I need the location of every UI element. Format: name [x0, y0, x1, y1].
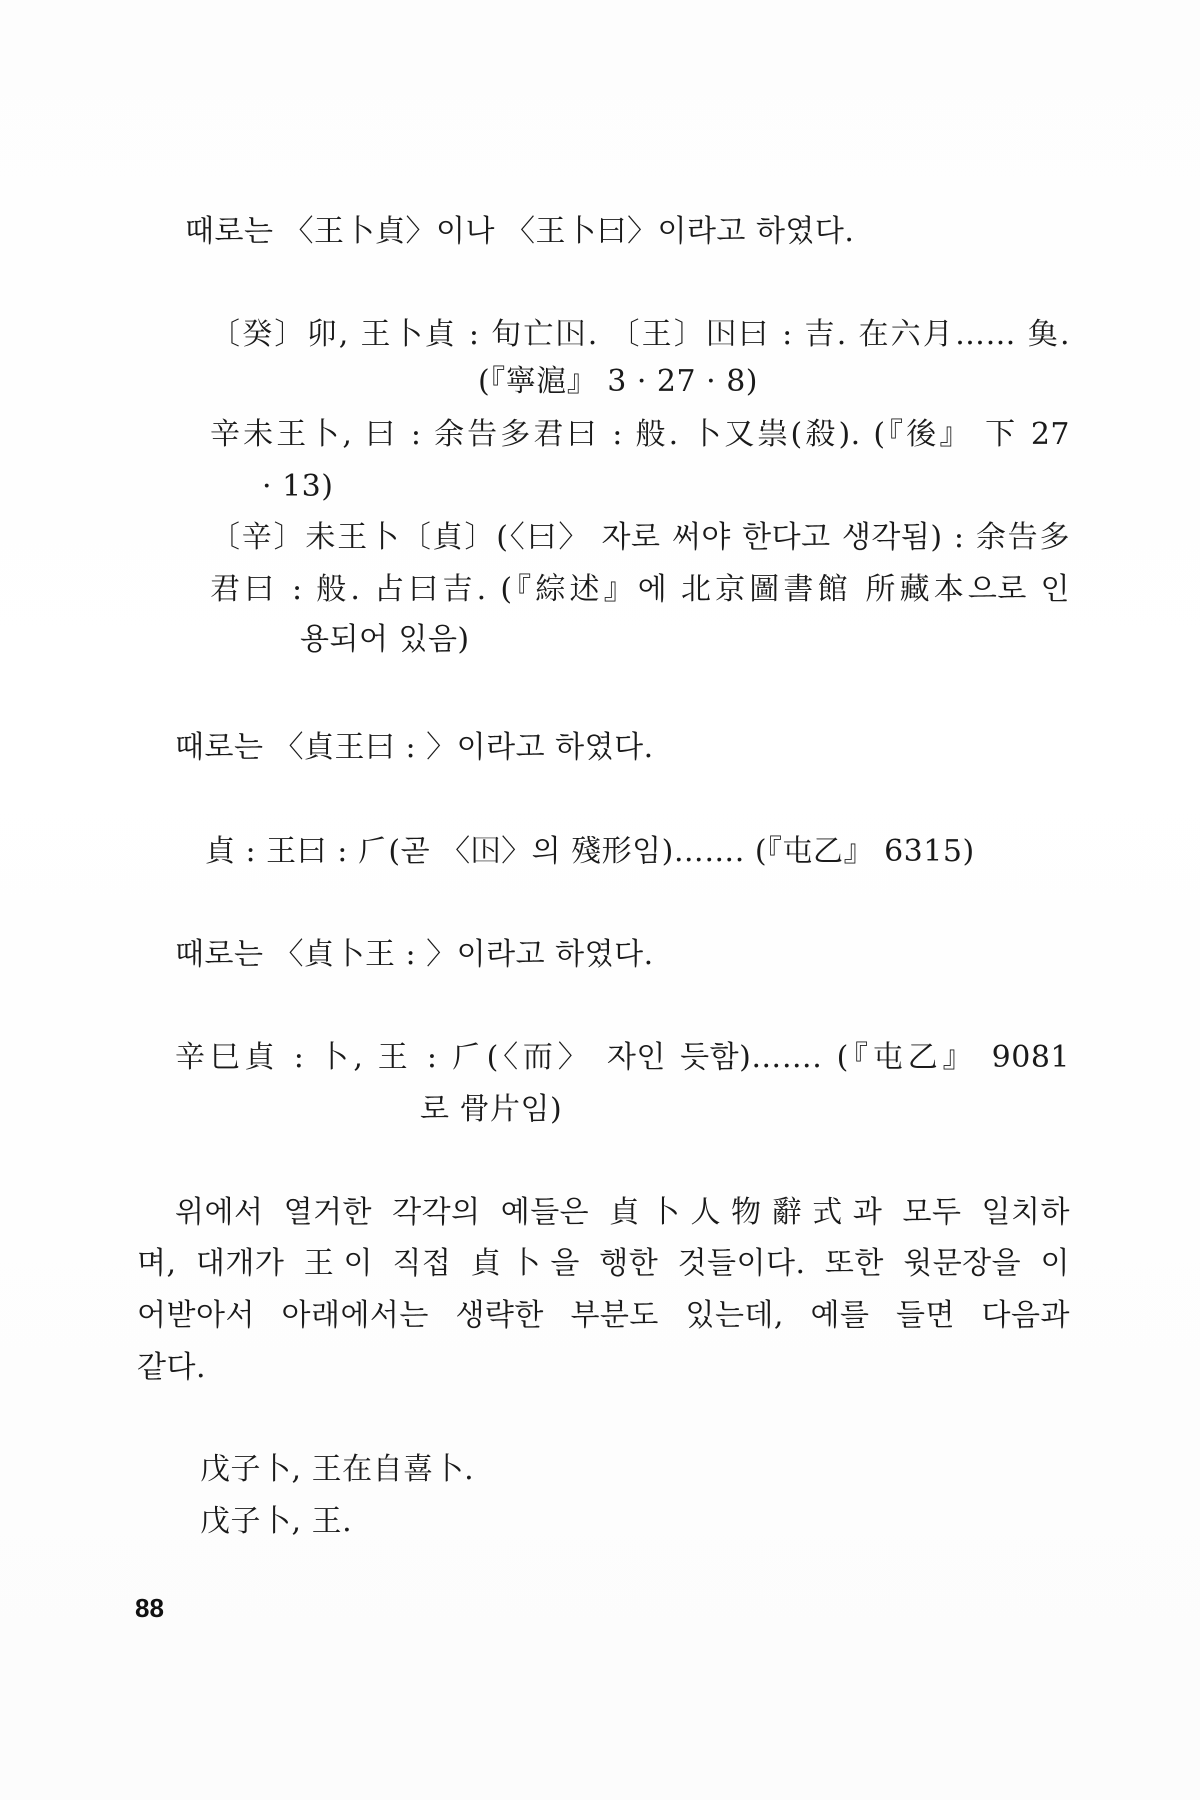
- paragraph-line-2: 며, 대개가 王이 직접 貞卜을 행한 것들이다. 또한 윗문장을 이: [137, 1246, 1070, 1281]
- text-line-3: 때로는 〈貞卜王 : 〉이라고 하였다.: [175, 937, 654, 972]
- paragraph-line-4: 같다.: [137, 1350, 206, 1385]
- quote-line-1: 〔癸〕卯, 王卜貞 : 旬亡𡆥. 〔王〕𡆥曰 : 吉. 在六月…… 𩵋.: [210, 317, 1070, 352]
- quote-line-6: 君曰 : 般. 占曰吉. (『綜述』에 北京圖書館 所藏本으로 인: [210, 572, 1070, 607]
- quote-line-5: 〔辛〕未王卜〔貞〕(〈曰〉 자로 써야 한다고 생각됨) : 余告多: [210, 520, 1070, 555]
- quote-line-8: 貞 : 王曰 : 𠂆(곧 〈𡆥〉의 殘形임)……. (『屯乙』 6315): [205, 834, 975, 869]
- quote-line-9: 辛巳貞 : 卜, 王 : 𠂆(〈而〉 자인 듯함)……. (『屯乙』 9081: [175, 1040, 1070, 1075]
- quote-line-4: · 13): [262, 469, 334, 504]
- text-line-2: 때로는 〈貞王曰 : 〉이라고 하였다.: [175, 730, 654, 765]
- page-number: 88: [135, 1593, 164, 1623]
- quote-line-10: 로 骨片임): [420, 1092, 563, 1127]
- paragraph-line-3: 어받아서 아래에서는 생략한 부분도 있는데, 예를 들면 다음과: [137, 1298, 1070, 1333]
- paragraph-line-1: 위에서 열거한 각각의 예들은 貞卜人物辭式과 모두 일치하: [175, 1195, 1070, 1230]
- quote-line-11: 戊子卜, 王在自喜卜.: [200, 1452, 475, 1487]
- quote-line-3: 辛未王卜, 曰 : 余告多君曰 : 般. 卜又祟(殺). (『後』 下 27: [210, 417, 1070, 452]
- quote-line-7: 용되어 있음): [300, 622, 470, 657]
- quote-line-12: 戊子卜, 王.: [200, 1504, 353, 1539]
- quote-line-2-source: (『寧滬』 3 · 27 · 8): [478, 364, 759, 399]
- text-line-1: 때로는 〈王卜貞〉이나 〈王卜曰〉이라고 하였다.: [185, 214, 855, 249]
